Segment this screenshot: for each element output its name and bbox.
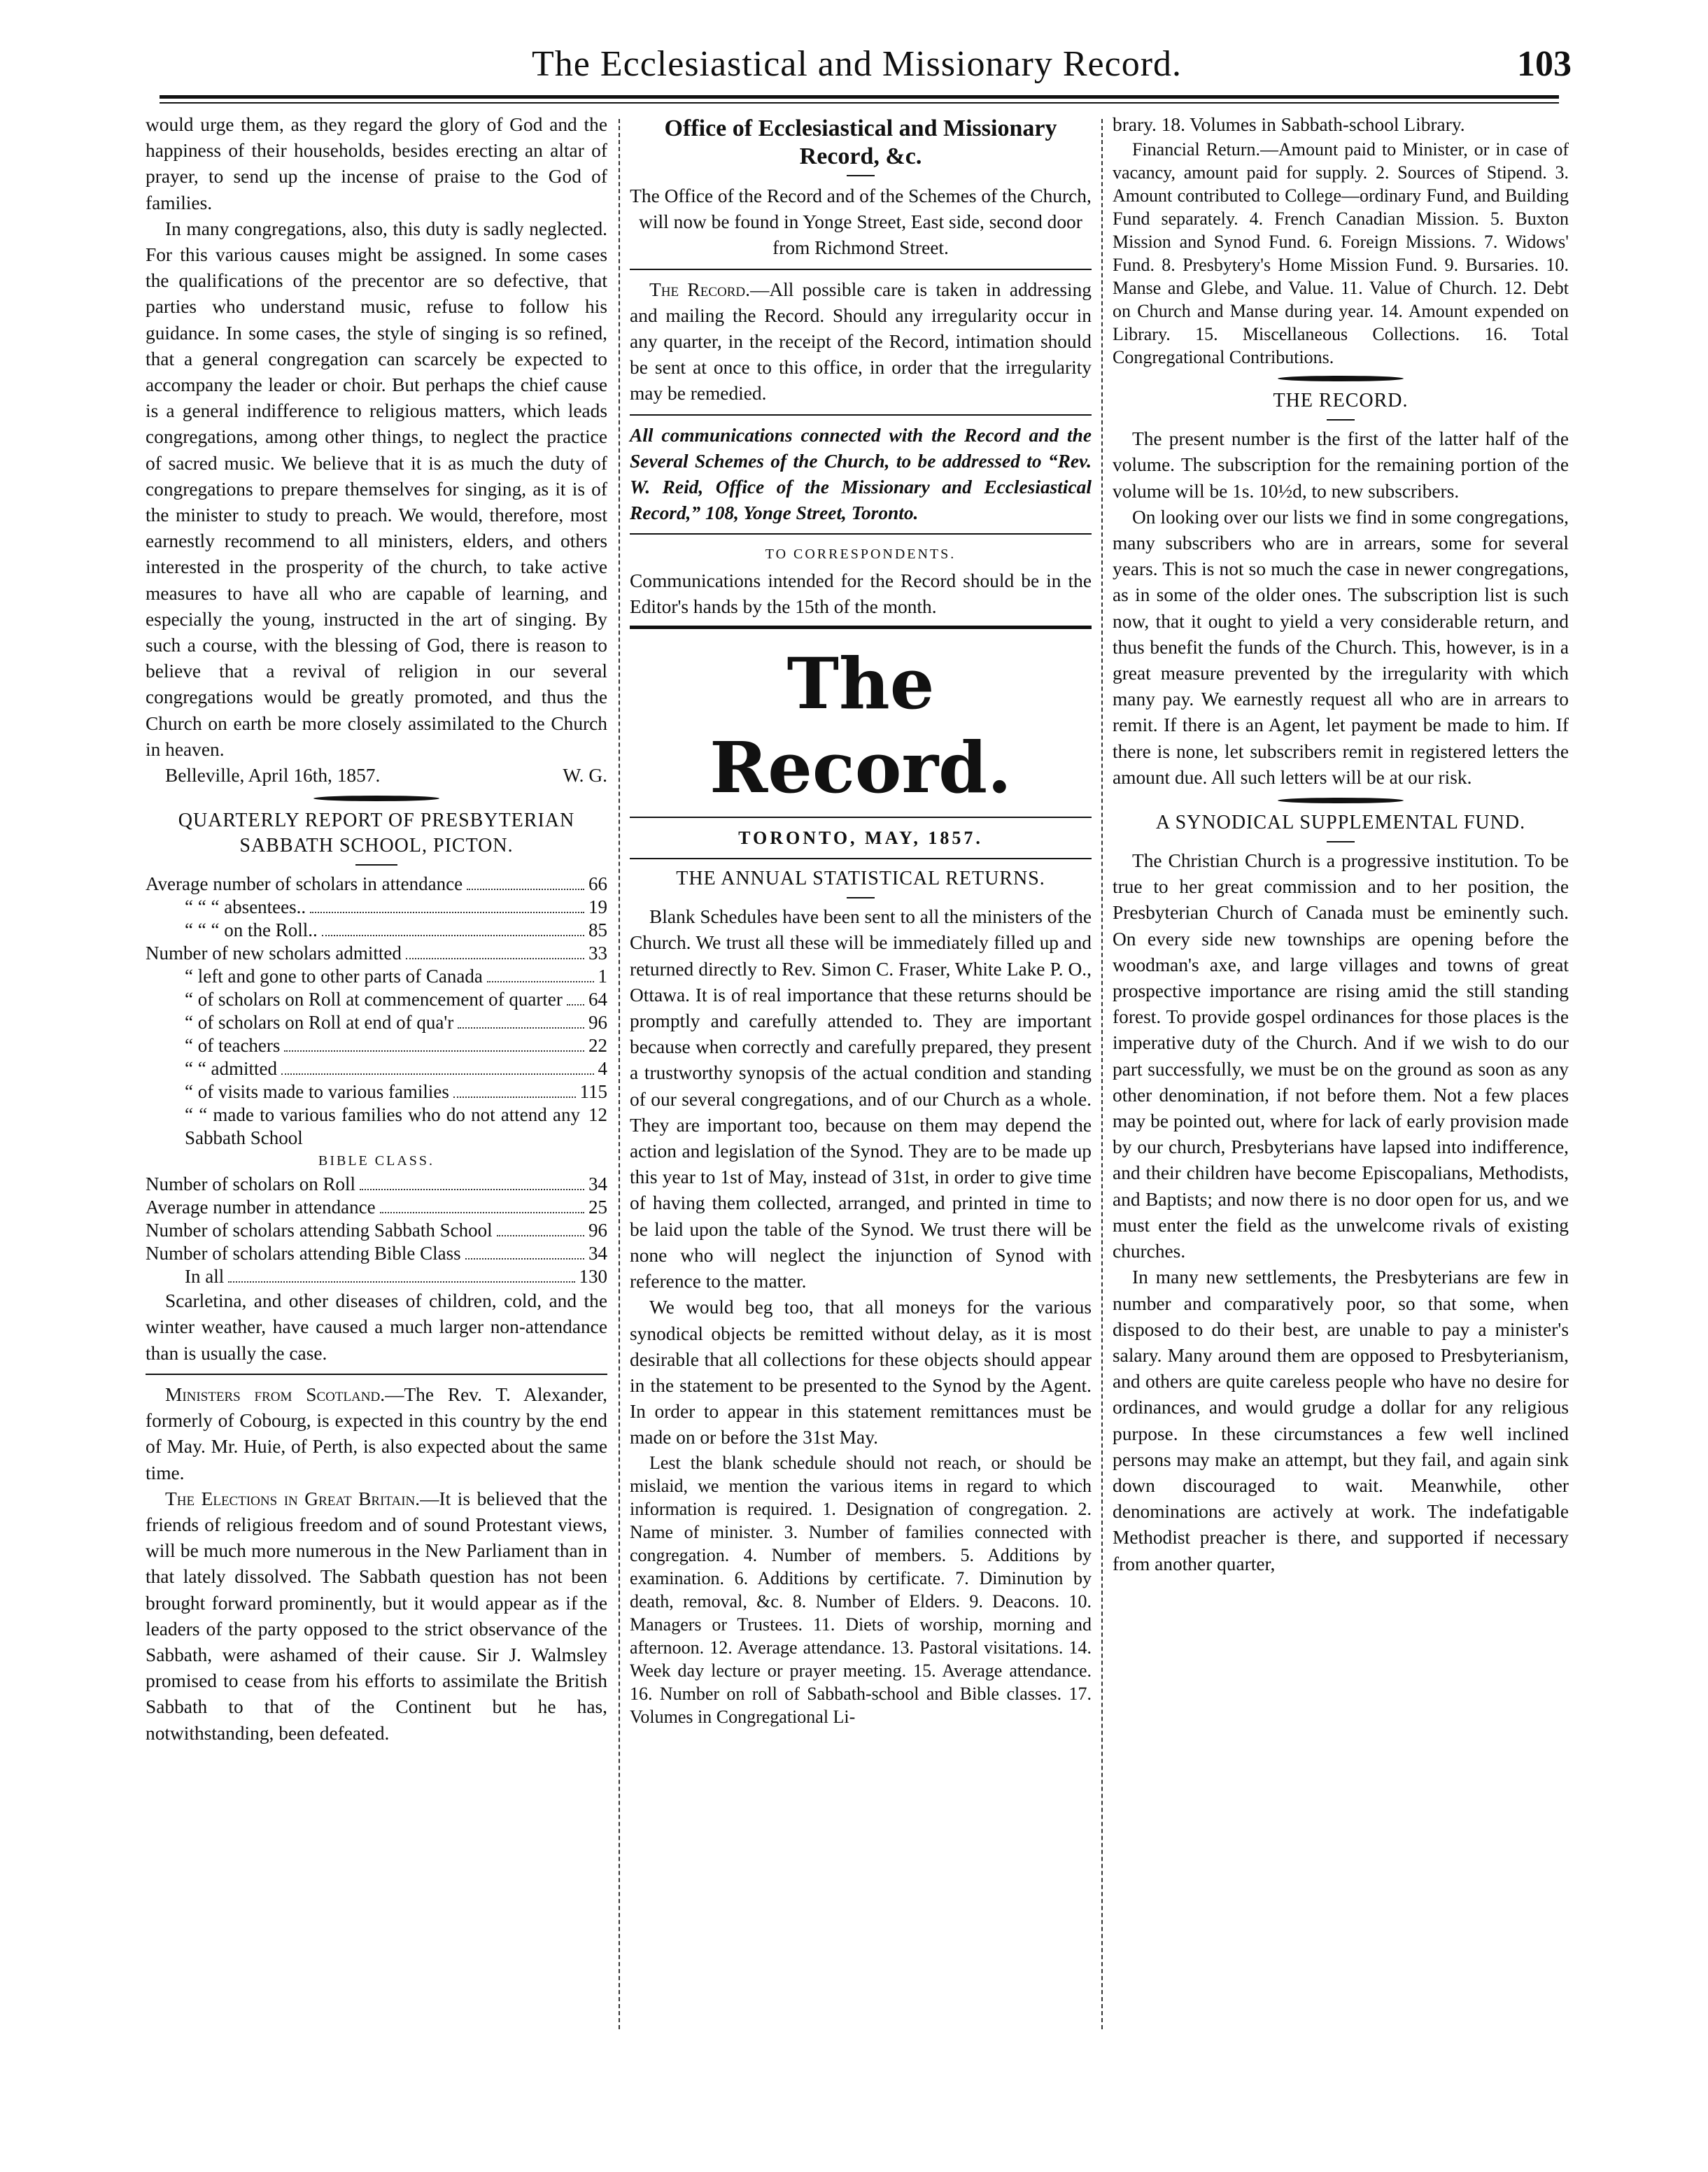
communications-notice: All communications connected with the Record and the Several Schemes of the Church, to be addressed to “Rev. W. Reid, Office of the Missionary and Ecclesiastical Record,” 108, Yonge Street, Toronto. (630, 424, 1092, 524)
short-rule (355, 864, 397, 866)
stat-row: “ “ “ on the Roll.. 85 (185, 919, 607, 941)
stat-row: Number of scholars on Roll 34 (146, 1173, 607, 1195)
paragraph: In many congregations, also, this duty is sadly neglected. For this various causes might be assigned. In some cases the qualifications of the precentor are so defective, that parties who understand music, refuse to follow his guidance. In some cases, the style of singing is so refined, that a general congregation can scarcely be expected to accompany the leader or choir. But perhaps the chief cause is a general indifference to religious matters, which leads congregations, among other things, to neglect the practice of sacred music. We believe that it is as much the duty of congregations to prepare themselves for singing, as it is of the minister to study to preach. We would, therefore, most earnestly recommend to all ministers, elders, and others interested in the prosperity of the church, to take active measures to have all who are capable of learning, and especially the young, instructed in the art of singing. By such a course, with the blessing of God, there is reason to believe that a revival of religion in our several congregations would be greatly promoted, and thus the Church on earth be more closely assimilated to the Church in heaven. (146, 218, 607, 760)
paragraph: In many new settlements, the Presbyterians are few in number and comparatively poor, so that some, when disposed to do their best, are unable to pay a minister's salary. Many around them are opposed to Presbyterianism, and others are quite careless people who have no desire for ordinances, and would grudge a dollar for any religious purpose. In these circumstances a few well inclined persons may make an attempt, but they fail, and again sink down discouraged to wait. Meanwhile, other denominations are actively at work. The indefatigable Methodist preacher is there, and supported if necessary from another quarter, (1113, 1267, 1569, 1574)
paragraph: On looking over our lists we find in some congregations, many subscribers who are in arrears, some for several years. This is not so much the case in newer congregations, as in some of the older ones. The subscription list is such now, that it ought to yield a very considerable return, and thus benefit the funds of the Church. This, however, is in a great measure prevented by the irregularity with which many pay. We earnestly request all who are in arrears to remit. If there is an Agent, let payment be made to him. If there is none, let subscribers remit in registered letters the amount due. All such letters will be at our risk. (1113, 506, 1569, 788)
notice-head: The Record. (649, 278, 750, 300)
news-item (146, 1382, 607, 1486)
page-header (0, 43, 1708, 92)
news-text: —It is believed that the friends of religious freedom and of sound Protestant views, will be much more numerous in the New Parliament than in that lately dissolved. The Sabbath question has not been brought forward prominently, but it would appear as if the leaders of the party opposed to the strict observance of the Sabbath, were ashamed of their cause. Sir J. Walmsley promised to cease from his efforts to assimilate the British Sabbath to that of the Continent but he has, notwithstanding, been defeated. (146, 1488, 607, 1744)
paragraph: The Christian Church is a progressive institution. To be true to her great commission and to her position, the Presbyterian Church of Canada must be eminently such. On every side new townships are opening before the woodman's axe, and large villages and towns of great prospective importance are rising amid the still standing forest. To provide gospel ordinances for those places is the imperative duty of the Church. And if we wish to do our part successfully, we must be on the ground as soon as any other denomination, if not before them. Not a few places may be pointed out, where for lack of early provision made by our church, Presbyterians have lapsed into indifference, and their children have become Episcopalians, Methodists, and Baptists; and now there is no door open for us, and we must enter the field as the unwelcome rivals of existing churches. (1113, 850, 1569, 1262)
short-rule (847, 897, 875, 898)
signoff (146, 763, 607, 789)
stat-row: “ of scholars on Roll at commencement of quarter 64 (185, 989, 607, 1010)
notice-text: —All possible care is taken in addressing and mailing the Record. Should any irregularity occur in any quarter, in the receipt of the Record, intimation should be sent at once to this office, in order that the irregularity may be remedied. (630, 278, 1092, 404)
stat-row: “ “ admitted 4 (185, 1058, 607, 1080)
correspondents-label: TO CORRESPONDENTS. (765, 546, 957, 563)
stats-table (146, 873, 607, 1288)
running-title: The Ecclesiastical and Missionary Record. (532, 44, 1183, 84)
stat-row: “ of visits made to various families 115 (185, 1081, 607, 1103)
stat-row: Number of scholars attending Sabbath School 96 (146, 1220, 607, 1241)
stat-row: “ left and gone to other parts of Canada 1 (185, 966, 607, 987)
stat-row: In all 130 (185, 1266, 607, 1288)
signoff-place: Belleville, April 16th, 1857. (165, 765, 381, 787)
office-title: Office of Ecclesiastical and Missionary Record, &c. (664, 115, 1057, 169)
stat-row: “ “ “ absentees.. 19 (185, 896, 607, 918)
record-notice (630, 277, 1092, 407)
signoff-initials: W. G. (563, 765, 607, 787)
stat-row: Number of new scholars admitted 33 (146, 943, 607, 964)
short-rule (1327, 419, 1355, 421)
section-title: THE RECORD. (1273, 390, 1409, 412)
paragraph: The present number is the first of the latter half of the volume. The subscription for the remaining portion of the volume will be 1s. 10½d, to new subscribers. (1113, 428, 1569, 502)
paragraph: brary. 18. Volumes in Sabbath-school Library. (1113, 114, 1465, 135)
rule (630, 533, 1092, 535)
rule (630, 817, 1092, 818)
rule (630, 858, 1092, 859)
column-divider-1 (619, 119, 620, 2029)
stat-row: Number of scholars attending Bible Class 34 (146, 1243, 607, 1264)
column-divider-2 (1101, 119, 1103, 2029)
stat-row: “ of scholars on Roll at end of qua'r 96 (185, 1012, 607, 1034)
column-2 (630, 112, 1092, 1728)
thick-rule (630, 626, 1092, 629)
financial-return: Financial Return.—Amount paid to Minister, or in case of vacancy, amount paid for supply. 2. Sources of Stipend. 3. Amount contributed to College—ordinary Fund, and Building Fund separately. 4. French Canadian Mission. 5. Buxton Mission and Synod Fund. 6. Foreign Missions. 7. Widows' Fund. 8. Presbytery's Home Mission Fund. 9. Bursaries. 10. Manse and Glebe, and Value. 11. Value of Church. 12. Debt on Church and Manse during year. 14. Amount expended on Library. 15. Miscellaneous Collections. 16. Total Congregational Contributions. (1113, 139, 1569, 368)
stat-row: Average number of scholars in attendance 66 (146, 873, 607, 895)
section-title: QUARTERLY REPORT OF PRESBYTERIAN SABBATH SCHOOL, PICTON. (178, 810, 575, 857)
short-rule (847, 175, 875, 176)
dateline: TORONTO, MAY, 1857. (738, 828, 983, 849)
stat-row: “ “ made to various families who do not attend any Sabbath School 12 (185, 1104, 607, 1149)
bible-class-label: BIBLE CLASS. (318, 1153, 435, 1169)
short-rule (1327, 841, 1355, 842)
page-number: 103 (1517, 44, 1572, 84)
rule (146, 1374, 607, 1375)
stat-row: “ of teachers 22 (185, 1035, 607, 1057)
ornament-divider (1278, 798, 1404, 803)
record-masthead: The Record. (710, 642, 1012, 810)
news-head: The Elections in Great Britain. (165, 1488, 421, 1509)
rule (630, 414, 1092, 416)
rule (630, 269, 1092, 270)
section-title: A SYNODICAL SUPPLEMENTAL FUND. (1155, 812, 1526, 834)
ornament-divider (1278, 376, 1404, 381)
header-rule-thin (160, 102, 1559, 104)
column-3 (1113, 112, 1569, 1577)
header-rule (160, 95, 1559, 99)
news-item (146, 1486, 607, 1747)
paragraph: We would beg too, that all moneys for the various synodical objects be remitted without delay, as it is most desirable that all collections for these objects should appear in the statement to be presented to the Synod by the Agent. In order to appear in this statement remittances must be made on or before the 31st May. (630, 1297, 1092, 1448)
office-notice: The Office of the Record and of the Schemes of the Church, will now be found in Yonge Street, East side, second door from Richmond Street. (630, 185, 1092, 259)
paragraph: Blank Schedules have been sent to all the ministers of the Church. We trust all these will be immediately filled up and returned directly to Rev. Simon C. Fraser, White Lake P. O., Ottawa. It is of real importance that these returns should be promptly and carefully attended to. They are important because when correctly and carefully prepared, they present a trustworthy synopsis of the actual condition and standing of our several congregations, and of our Church as a whole. They are important too, because on them may depend the action and legislation of the Synod. They are to be made up this year to 1st of May, instead of 31st, in order to give time of having them collected, arranged, and printed in time to be laid upon the table of the Synod. We trust there will be none who will neglect the injunction of Synod with reference to the matter. (630, 906, 1092, 1292)
news-head: Ministers from Scotland. (165, 1383, 386, 1405)
paragraph: Lest the blank schedule should not reach, or should be mislaid, we mention the various items in regard to which information is required. 1. Designation of congregation. 2. Name of minister. 3. Number of families connected with congregation. 4. Number of members. 5. Additions by examination. 6. Additions by certificate. 7. Diminution by death, removal, &c. 8. Number of Elders. 9. Deacons. 10. Managers or Trustees. 11. Diets of worship, morning and afternoon. 12. Average attendance. 13. Pastoral visitations. 14. Week day lecture or prayer meeting. 15. Average attendance. 16. Number on roll of Sabbath-school and Bible classes. 17. Volumes in Congregational Li- (630, 1452, 1092, 1727)
news-text: —The Rev. T. Alexander, formerly of Cobourg, is expected in this country by the end of May. Mr. Huie, of Perth, is also expected about the same time. (146, 1383, 607, 1483)
paragraph: Scarletina, and other diseases of children, cold, and the winter weather, have caused a much larger non-attendance than is usually the case. (146, 1290, 607, 1364)
stat-row: Average number in attendance 25 (146, 1197, 607, 1218)
correspondents-notice: Communications intended for the Record should be in the Editor's hands by the 15th of the month. (630, 570, 1092, 617)
ornament-divider (313, 796, 439, 801)
section-title: THE ANNUAL STATISTICAL RETURNS. (676, 868, 1045, 890)
column-1 (146, 112, 607, 1747)
paragraph: would urge them, as they regard the glory of God and the happiness of their households, besides erecting an altar of prayer, to send up the incense of praise to the God of families. (146, 114, 607, 213)
